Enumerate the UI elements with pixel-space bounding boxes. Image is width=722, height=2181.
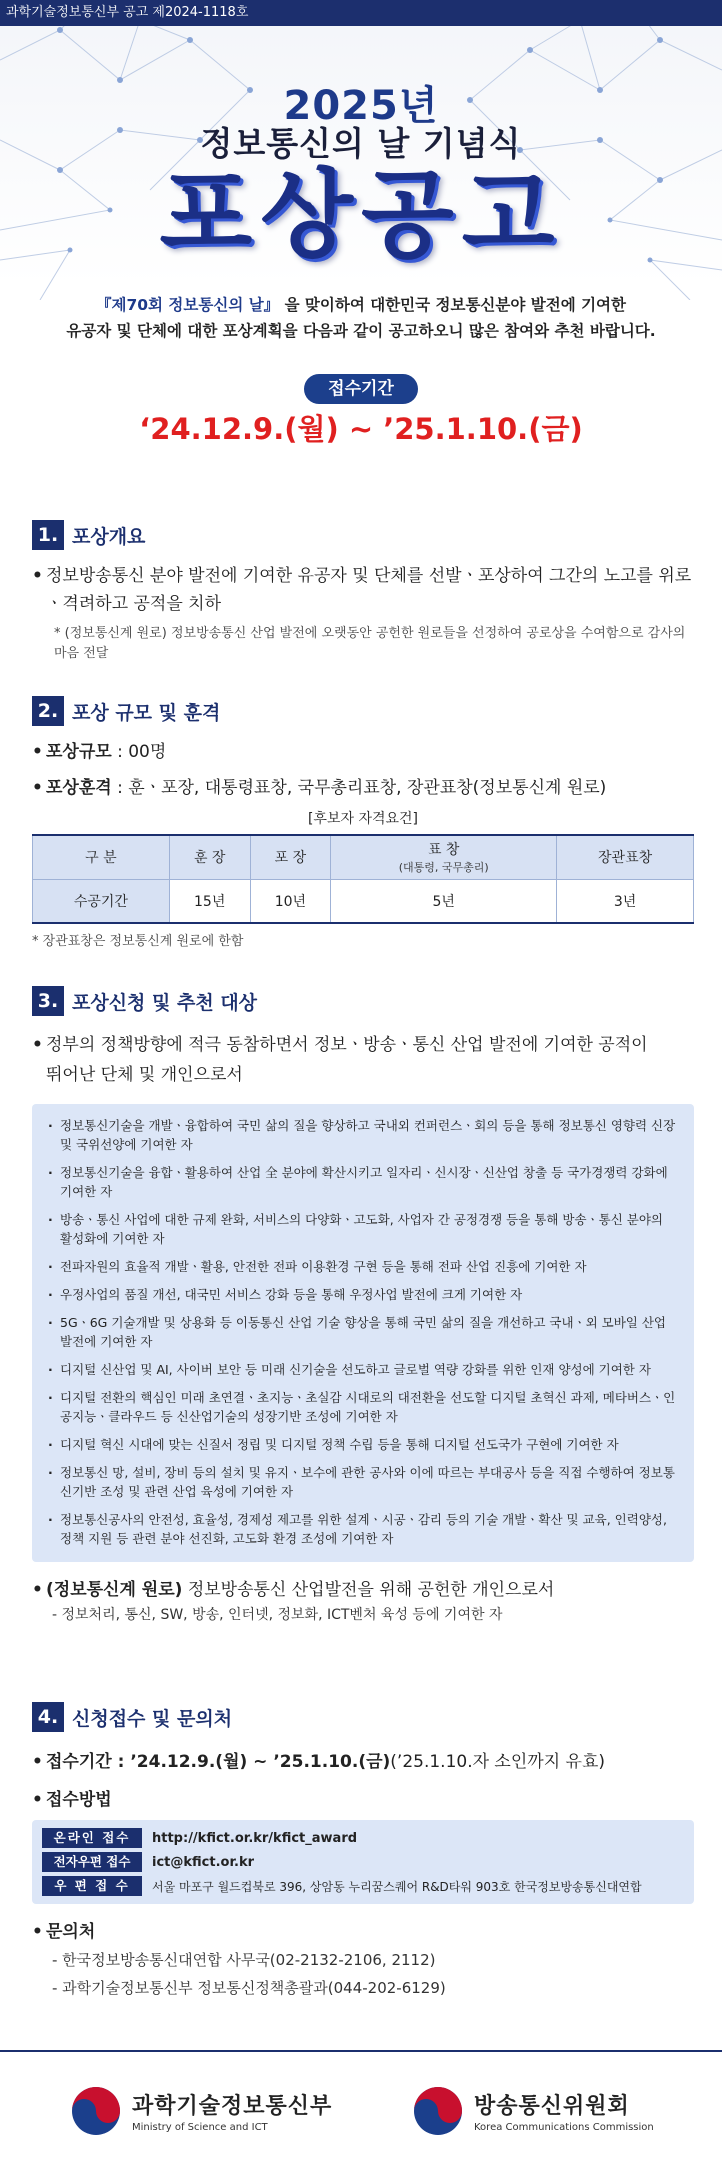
method-row-label: 전자우편 접수 (42, 1852, 142, 1872)
qualification-table (32, 834, 694, 924)
hero-year: 2025년 (283, 83, 439, 129)
criteria-item: · 디지털 혁신 시대에 맞는 신질서 정립 및 디지털 정책 수립 등을 통해 디지털 선도국가 구현에 기여한 자 (48, 1435, 678, 1454)
method-bullet (32, 1786, 694, 1814)
table-cell: 10년 (250, 879, 331, 923)
section-header (32, 520, 694, 550)
scale-label: 포상규모 (46, 742, 112, 762)
hero-title: 포상공고 (159, 159, 563, 271)
table-header: 장관표창 (557, 835, 694, 879)
method-row (42, 1850, 684, 1874)
section-number: 4. (32, 1702, 64, 1732)
method-row (42, 1874, 684, 1898)
overview-note: * (정보통신계 원로) 정보방송통신 산업 발전에 오랫동안 공헌한 원로들을 선정하여 공로상을 수여함으로 감사의 마음 전달 (54, 626, 686, 661)
period-badge: 접수기간 (304, 374, 418, 404)
table-caption: [후보자 자격요건] (307, 811, 419, 827)
table-header: 포 장 (250, 835, 331, 879)
kcc-logo (412, 2085, 654, 2137)
period-label: 접수기간 : (46, 1752, 125, 1772)
footer-divider (0, 2050, 722, 2052)
application-period (32, 1748, 694, 1776)
elder-label: (정보통신계 원로) (46, 1580, 183, 1600)
method-label: 접수방법 (46, 1790, 112, 1810)
section-header (32, 696, 694, 726)
intro-text (0, 292, 722, 344)
criteria-item: · 전파자원의 효율적 개발ㆍ활용, 안전한 전파 이용환경 구현 등을 통해 전파 산업 진흥에 기여한 자 (48, 1257, 678, 1276)
section-application (32, 1702, 694, 2002)
online-url-link[interactable]: http://kfict.or.kr/kfict_award (152, 1830, 358, 1846)
section-number: 1. (32, 520, 64, 550)
table-cell: 5년 (331, 879, 557, 923)
taegeuk-icon (412, 2085, 464, 2137)
criteria-item: · 정보통신기술을 융합ㆍ활용하여 산업 全 분야에 확산시키고 일자리ㆍ신시장ㆍ신산업 창출 등 국가경쟁력 강화에 기여한 자 (48, 1163, 678, 1201)
criteria-item: · 정보통신기술을 개발ㆍ융합하여 국민 삶의 질을 향상하고 국내외 컨퍼런스ㆍ회의 등을 통해 정보통신 영향력 신장 및 국위선양에 기여한 자 (48, 1116, 678, 1154)
kcc-name-en: Korea Communications Commission (474, 2122, 654, 2133)
msit-name-kr: 과학기술정보통신부 (132, 2094, 333, 2119)
section-scale (32, 696, 694, 952)
contact-bullet (32, 1918, 694, 1946)
method-box (32, 1820, 694, 1904)
table-cell: 15년 (169, 879, 250, 923)
criteria-item: · 디지털 신산업 및 AI, 사이버 보안 등 미래 신기술을 선도하고 글로벌 역량 강화를 위한 인재 양성에 기여한 자 (48, 1360, 678, 1379)
period-value: ’24.12.9.(월) ~ ’25.1.10.(금) (124, 1752, 391, 1772)
criteria-item: · 디지털 전환의 핵심인 미래 초연결ㆍ초지능ㆍ초실감 시대로의 대전환을 선도할 디지털 초혁신 과제, 메타버스ㆍ인공지능ㆍ클라우드 등 신산업기술의 성장기반 조성에 기여한 자 (48, 1388, 678, 1426)
hero-banner (0, 0, 722, 475)
grade-label: 포상훈격 (46, 778, 112, 798)
elder-value: 정보방송통신 산업발전을 위해 공헌한 개인으로서 (182, 1580, 555, 1600)
section-header (32, 1702, 694, 1732)
table-header (331, 835, 557, 879)
section-title: 포상 규모 및 훈격 (72, 701, 221, 724)
kcc-name-kr: 방송통신위원회 (474, 2094, 630, 2119)
table-header-small: (대통령, 국무총리) (398, 861, 489, 875)
table-cell: 3년 (557, 879, 694, 923)
elder-bullet (32, 1576, 694, 1604)
intro-event-name: 『제70회 정보통신의 날』 (96, 296, 280, 314)
contact-item: - 한국정보방송통신대연합 사무국(02-2132-2106, 2112) (52, 1951, 436, 1969)
table-header: 훈 장 (169, 835, 250, 879)
elder-subnote: - 정보처리, 통신, SW, 방송, 인터넷, 정보화, ICT벤처 육성 등에 기여한 자 (52, 1607, 503, 1623)
targets-bullet: • 정부의 정책방향에 적극 동참하면서 정보ㆍ방송ㆍ통신 산업 발전에 기여한 공적이 뛰어난 단체 및 개인으로서 (32, 1030, 694, 1090)
table-header: 구 분 (33, 835, 170, 879)
scale-value: : 00명 (111, 742, 167, 762)
table-header-text: 표 창 (427, 842, 460, 859)
taegeuk-icon (70, 2085, 122, 2137)
section-overview (32, 520, 694, 664)
hero-subtitle: 정보통신의 날 기념식 (200, 124, 522, 163)
method-row-label: 온라인 접수 (42, 1828, 142, 1848)
method-row (42, 1826, 684, 1850)
contact-label: 문의처 (46, 1922, 96, 1942)
msit-name-en: Ministry of Science and ICT (132, 2122, 268, 2133)
email-link[interactable]: ict@kfict.or.kr (152, 1854, 255, 1870)
section-title: 신청접수 및 문의처 (72, 1707, 233, 1730)
section-header (32, 986, 694, 1016)
notice-number: 과학기술정보통신부 공고 제2024-1118호 (0, 0, 722, 26)
intro-line1: 을 맞이하여 대한민국 정보통신분야 발전에 기여한 (279, 296, 626, 314)
criteria-item: · 정보통신공사의 안전성, 효율성, 경제성 제고를 위한 설계ㆍ시공ㆍ감리 등의 기술 개발ㆍ확산 및 교육, 인력양성, 정책 지원 등 관련 분야 선진화, 고도화 환경 조성에 기여한 자 (48, 1510, 678, 1548)
method-row-label: 우 편 접 수 (42, 1876, 142, 1896)
contact-item: - 과학기술정보통신부 정보통신정책총괄과(044-202-6129) (52, 1979, 446, 1997)
section-number: 3. (32, 986, 64, 1016)
criteria-item: · 우정사업의 품질 개선, 대국민 서비스 강화 등을 통해 우정사업 발전에 크게 기여한 자 (48, 1285, 678, 1304)
msit-logo (70, 2085, 332, 2137)
section-targets (32, 986, 694, 1626)
table-row (33, 879, 694, 923)
overview-bullet: • 정보방송통신 분야 발전에 기여한 유공자 및 단체를 선발ㆍ포상하여 그간의 노고를 위로ㆍ격려하고 공적을 치하 (32, 562, 694, 618)
table-cell: 수공기간 (33, 879, 170, 923)
section-title: 포상신청 및 추천 대상 (72, 991, 258, 1014)
criteria-item: · 5Gㆍ6G 기술개발 및 상용화 등 이동통신 산업 기술 향상을 통해 국민 삶의 질을 개선하고 국내ㆍ외 모바일 산업발전에 기여한 자 (48, 1313, 678, 1351)
grade-value: : 훈ㆍ포장, 대통령표창, 국무총리표창, 장관표창(정보통신계 원로) (111, 778, 607, 798)
postal-address: 서울 마포구 월드컵북로 396, 상암동 누리꿈스퀘어 R&D타워 903호 한국정보방송통신대연합 (152, 1879, 642, 1894)
period-dates: ‘24.12.9.(월) ~ ’25.1.10.(금) (139, 412, 583, 446)
grade-bullet (32, 774, 694, 802)
section-title: 포상개요 (72, 525, 146, 548)
intro-line2: 유공자 및 단체에 대한 포상계획을 다음과 같이 공고하오니 많은 참여와 추천 바랍니다. (66, 322, 656, 340)
table-note: * 장관표창은 정보통신계 원로에 한함 (32, 934, 244, 949)
period-note: (’25.1.10.자 소인까지 유효) (390, 1752, 606, 1772)
table-header-row (33, 835, 694, 879)
scale-bullet (32, 738, 694, 766)
criteria-item: · 정보통신 망, 설비, 장비 등의 설치 및 유지ㆍ보수에 관한 공사와 이에 따르는 부대공사 등을 직접 수행하여 정보통신기반 조성 및 관련 산업 육성에 기여한 자 (48, 1463, 678, 1501)
criteria-box (32, 1104, 694, 1562)
criteria-item: · 방송ㆍ통신 사업에 대한 규제 완화, 서비스의 다양화ㆍ고도화, 사업자 간 공정경쟁 등을 통해 방송ㆍ통신 분야의 활성화에 기여한 자 (48, 1210, 678, 1248)
section-number: 2. (32, 696, 64, 726)
